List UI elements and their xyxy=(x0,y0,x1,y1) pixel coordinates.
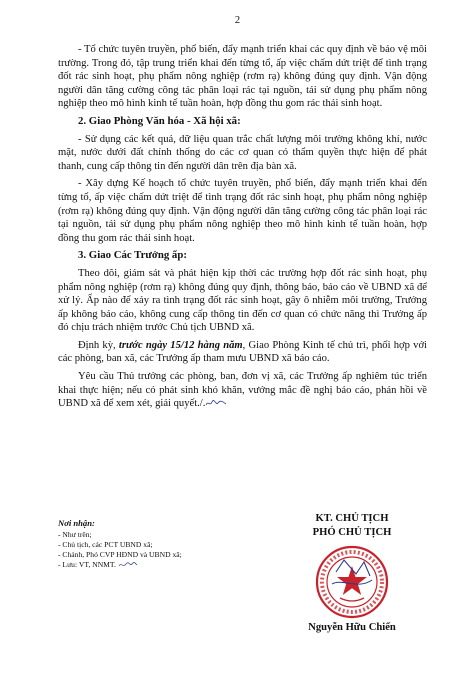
paragraph-propaganda-plan: - Xây dựng Kế hoạch tổ chức tuyên truyền, phổ biến, đẩy mạnh triển khai đến từng tổ, ấp việc chấm dứt triệt để tình trạng đốt rác sinh hoạt, phụ phẩm nông nghiệp (rơm rạ) không đúng quy định. Vận động người dân tăng cường công tác phân loại rác tại nguồn, tái sử dụng phụ phẩm nông nghiệp theo mô hình kinh tế tuần hoàn, hợp đồng thu gom rác thải sinh hoạt. xyxy=(58,178,427,244)
paragraph-propaganda: - Tổ chức tuyên truyền, phổ biến, đẩy mạnh triển khai các quy định về bảo vệ môi trường. Trong đó, tập trung triển khai đến từng tổ, ấp việc chấm dứt triệt để tình trạng đốt rác sinh hoạt, phụ phẩm nông nghiệp (rơm rạ) không đúng quy định. Vận động người dân tăng cường công tác phân loại rác tại nguồn, tái sử dụng phụ phẩm nông nghiệp theo mô hình kinh tế tuần hoàn, hợp đồng thu gom rác thải sinh hoạt. xyxy=(58,44,427,110)
recipient-archive: - Lưu: VT, NNMT. xyxy=(58,560,116,569)
initials-mark-icon xyxy=(118,561,138,569)
signer-position-line1: KT. CHỦ TỊCH xyxy=(315,513,389,524)
recipient-item: - Chủ tịch, các PCT UBND xã; xyxy=(58,540,153,549)
recipient-item: - Như trên; xyxy=(58,530,92,539)
recipient-item xyxy=(58,560,248,570)
recipient-item: - Chánh, Phó CVP HĐND và UBND xã; xyxy=(58,550,182,559)
section-heading-culture-society: 2. Giao Phòng Văn hóa - Xã hội xã: xyxy=(78,114,241,127)
signer-position-line2: PHÓ CHỦ TỊCH xyxy=(312,527,392,538)
signature-block xyxy=(272,512,432,633)
document-body xyxy=(58,43,427,415)
deadline-date: trước ngày 15/12 hàng năm xyxy=(118,339,243,351)
recipients-title: Nơi nhận: xyxy=(58,518,95,528)
paragraph-closing xyxy=(58,370,427,411)
page-number: 2 xyxy=(234,15,241,26)
deadline-after: , Giao Phòng Kinh tế chủ trì, phối hợp với các phòng, ban xã, các Trưởng ấp tham mưu UBND xã báo cáo. xyxy=(58,339,427,365)
section-heading-hamlet-heads: 3. Giao Các Trưởng ấp: xyxy=(78,249,187,262)
signer-name: Nguyễn Hữu Chiến xyxy=(308,622,396,633)
paragraph-deadline xyxy=(58,339,427,366)
official-seal-icon xyxy=(314,544,390,620)
initials-mark-icon xyxy=(205,399,227,408)
recipients-block xyxy=(58,518,248,570)
paragraph-monitoring-data: - Sử dụng các kết quả, dữ liệu quan trắc chất lượng môi trường không khí, nước mặt, nước dưới đất chính thống do các cơ quan có thẩm quyền thực hiện để phát thanh, cung cấp thông tin đến người dân trên địa bàn xã. xyxy=(58,133,427,172)
paragraph-hamlet-duties: Theo dõi, giám sát và phát hiện kịp thời các trường hợp đốt rác sinh hoạt, phụ phẩm nông nghiệp (rơm rạ) không đúng quy định, thông báo, báo cáo về UBND xã để xử lý. Ấp nào để xảy ra tình trạng đốt rác sinh hoạt, gây ô nhiễm môi trường, Trưởng ấp không báo cáo, không cung cấp thông tin đến cơ quan có chức năng thì Trưởng ấp đó chịu trách nhiệm trước Chủ tịch UBND xã. xyxy=(58,267,427,334)
deadline-before: Định kỳ, xyxy=(78,339,119,351)
closing-text: Yêu cầu Thủ trưởng các phòng, ban, đơn vị xã, các Trưởng ấp nghiêm túc triển khai thực hiện; nếu có phát sinh khó khăn, vướng mắc đề nghị báo cáo, phản hồi về UBND xã để xem xét, giải quyết./. xyxy=(58,371,427,410)
